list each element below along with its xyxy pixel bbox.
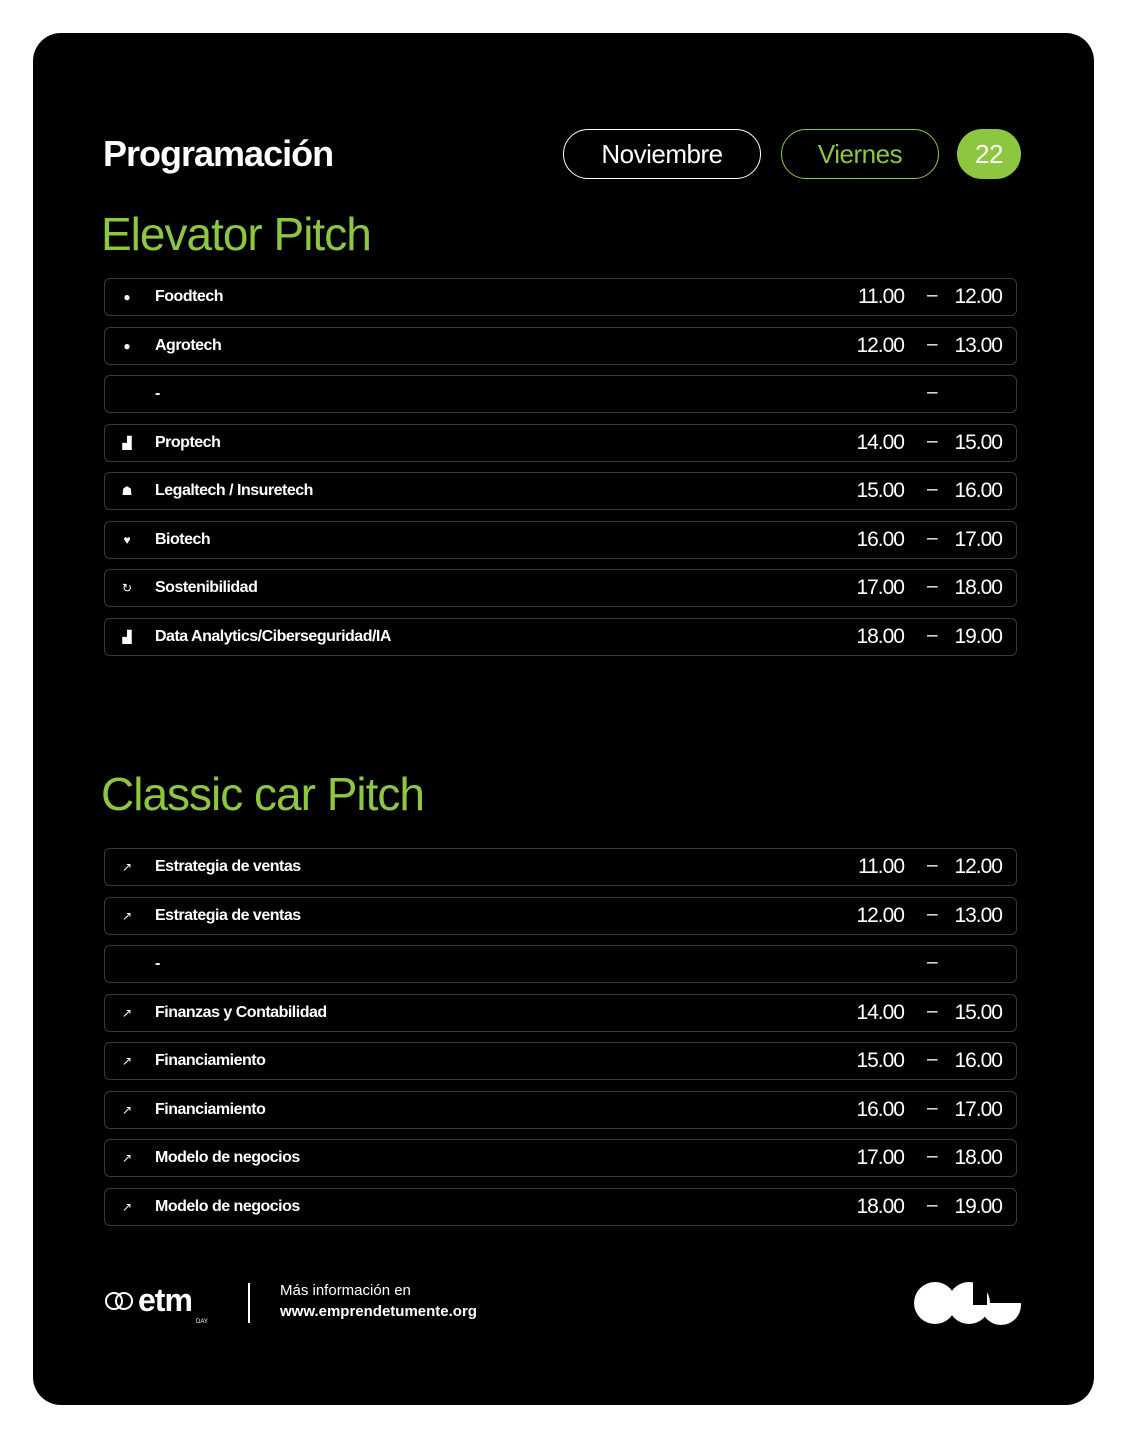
start-time: 11.00 (858, 855, 904, 878)
time-separator: – (927, 479, 938, 500)
row-label: Finanzas y Contabilidad (155, 1003, 327, 1021)
end-time: 16.00 (954, 479, 1002, 502)
time-separator: – (927, 1097, 938, 1119)
row-label: Sostenibilidad (155, 579, 258, 596)
row-label: Modelo de negocios (155, 1149, 300, 1166)
start-time: 16.00 (856, 1097, 904, 1121)
time-separator: – (927, 952, 938, 973)
end-time: 12.00 (954, 285, 1002, 308)
time-separator: – (927, 1146, 938, 1167)
schedule-row (104, 618, 1017, 656)
end-time: 17.00 (954, 527, 1002, 551)
time-separator: – (927, 1000, 938, 1022)
schedule-row (104, 472, 1017, 510)
trend-icon: ↗ (121, 1005, 133, 1020)
apple-icon: ● (123, 290, 131, 304)
building-icon: ▟ (122, 629, 132, 644)
building-icon: ▟ (122, 435, 132, 450)
end-time: 19.00 (954, 624, 1002, 648)
row-label: Data Analytics/Ciberseguridad/IA (155, 627, 391, 645)
end-time: 18.00 (954, 1146, 1002, 1169)
end-time: 17.00 (954, 1097, 1002, 1121)
date-pill: 22 (957, 129, 1021, 179)
row-label: Biotech (155, 530, 211, 548)
heart-icon: ♥ (123, 532, 131, 547)
start-time: 14.00 (856, 1000, 904, 1024)
schedule-row (104, 897, 1017, 935)
people-icon: ☗ (121, 484, 133, 498)
section-title-classic-car-pitch: Classic car Pitch (101, 768, 424, 820)
start-time: 15.00 (856, 1049, 904, 1072)
row-label: Financiamiento (155, 1100, 266, 1118)
row-label: Modelo de negocios (155, 1197, 300, 1215)
schedule-row (104, 1188, 1017, 1226)
page-title: Programación (103, 133, 334, 174)
time-separator: – (927, 382, 938, 403)
trend-icon: ↗ (121, 860, 133, 874)
end-time: 15.00 (954, 430, 1002, 454)
row-label: Foodtech (155, 288, 223, 305)
time-separator: – (927, 855, 938, 876)
start-time: 15.00 (856, 479, 904, 502)
row-label: Proptech (155, 433, 221, 451)
schedule-row (104, 569, 1017, 607)
schedule-row (104, 994, 1017, 1032)
section-title-elevator-pitch: Elevator Pitch (101, 208, 371, 260)
schedule-row (104, 278, 1017, 316)
apple-icon: ● (123, 338, 131, 353)
time-separator: – (927, 903, 938, 925)
start-time: 18.00 (856, 1194, 904, 1218)
schedule-row (104, 1091, 1017, 1129)
schedule-row (104, 375, 1017, 413)
schedule-row (104, 1139, 1017, 1177)
trend-icon: ↗ (121, 1199, 133, 1214)
schedule-row (104, 848, 1017, 886)
row-label: - (155, 385, 160, 402)
trend-icon: ↗ (121, 908, 133, 923)
brand-sub-text: DAY (196, 1319, 208, 1325)
row-label: Legaltech / Insuretech (155, 482, 313, 499)
start-time: 14.00 (856, 430, 904, 454)
schedule-row (104, 327, 1017, 365)
end-time: 19.00 (954, 1194, 1002, 1218)
schedule-row (104, 1042, 1017, 1080)
info-text: Más información en (280, 1282, 411, 1299)
time-separator: – (927, 1049, 938, 1070)
end-time: 12.00 (954, 855, 1002, 878)
time-separator: – (927, 430, 938, 452)
schedule-row (104, 424, 1017, 462)
start-time: 12.00 (856, 903, 904, 927)
time-separator: – (927, 624, 938, 646)
schedule-card (33, 33, 1094, 1405)
time-separator: – (927, 1194, 938, 1216)
ol-logo (913, 1281, 1023, 1325)
website-link[interactable]: www.emprendetumente.org (280, 1303, 477, 1320)
trend-icon: ↗ (121, 1102, 133, 1117)
end-time: 15.00 (954, 1000, 1002, 1024)
month-pill: Noviembre (563, 129, 761, 179)
schedule-row (104, 521, 1017, 559)
start-time: 17.00 (856, 1146, 904, 1169)
weekday-pill: Viernes (781, 129, 939, 179)
trend-icon: ↗ (121, 1151, 133, 1165)
etm-day-logo (104, 1285, 224, 1325)
end-time: 13.00 (954, 333, 1002, 357)
row-label: Agrotech (155, 336, 222, 354)
time-separator: – (927, 576, 938, 597)
trend-icon: ↗ (121, 1054, 133, 1068)
time-separator: – (927, 333, 938, 355)
row-label: - (155, 955, 160, 972)
end-time: 18.00 (954, 576, 1002, 599)
start-time: 12.00 (856, 333, 904, 357)
end-time: 16.00 (954, 1049, 1002, 1072)
time-separator: – (927, 285, 938, 306)
recycle-icon: ↻ (121, 581, 133, 595)
start-time: 16.00 (856, 527, 904, 551)
brand-text: etm (138, 1285, 192, 1318)
schedule-row (104, 945, 1017, 983)
start-time: 11.00 (858, 285, 904, 308)
start-time: 18.00 (856, 624, 904, 648)
footer-divider (248, 1283, 250, 1323)
row-label: Estrategia de ventas (155, 858, 301, 875)
end-time: 13.00 (954, 903, 1002, 927)
time-separator: – (927, 527, 938, 549)
row-label: Estrategia de ventas (155, 906, 301, 924)
row-label: Financiamiento (155, 1052, 266, 1069)
start-time: 17.00 (856, 576, 904, 599)
